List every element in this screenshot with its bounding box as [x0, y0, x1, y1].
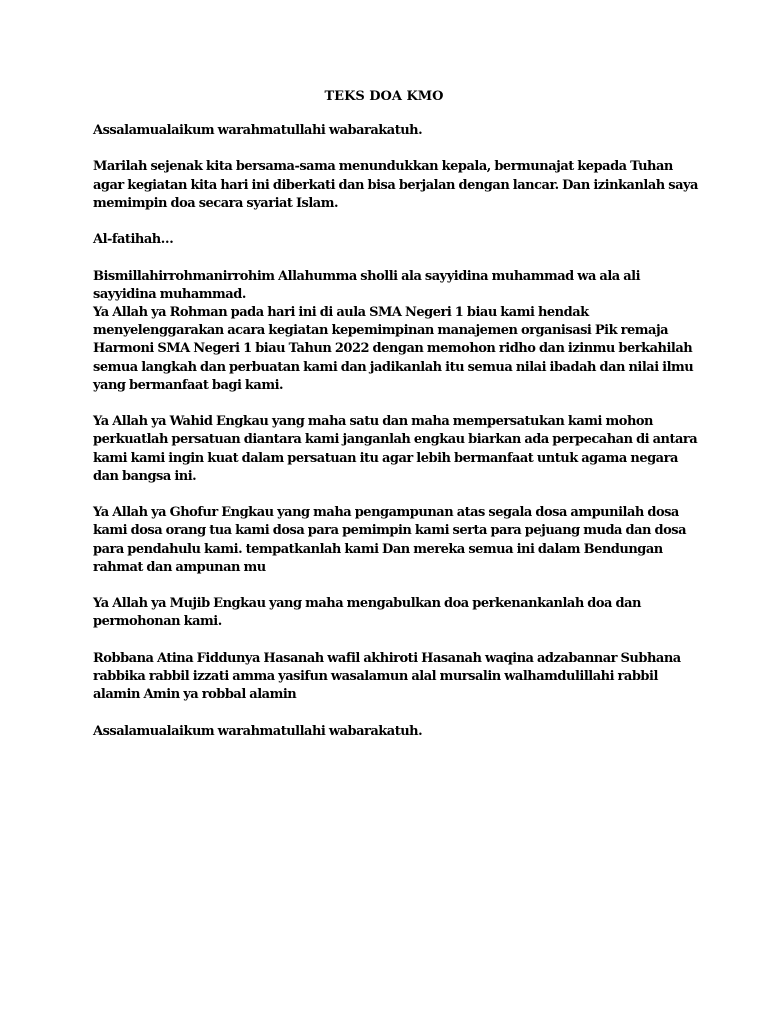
text-line: para pendahulu kami. tempatkanlah kami Dan mereka semua ini dalam Bendungan [93, 541, 663, 557]
text-line: permohonan kami. [93, 614, 222, 630]
text-line: dan bangsa ini. [93, 468, 197, 484]
text-line: Robbana Atina Fiddunya Hasanah wafil akhiroti Hasanah waqina adzabannar Subhana [93, 650, 681, 666]
paragraph-ghofur [93, 504, 693, 577]
text-line: Marilah sejenak kita bersama-sama menundukkan kepala, bermunajat kepada Tuhan [93, 159, 673, 175]
paragraph-rohman [93, 268, 693, 395]
text-line: Ya Allah ya Rohman pada hari ini di aula SMA Negeri 1 biau kami hendak [93, 304, 589, 320]
text-line: agar kegiatan kita hari ini diberkati dan bisa berjalan dengan lancar. Dan izinkanlah saya [93, 177, 698, 193]
paragraph-invitation [93, 158, 698, 213]
text-line: sayyidina muhammad. [93, 286, 246, 302]
document-title: TEKS DOA KMO [324, 89, 444, 104]
text-line: semua langkah dan perbuatan kami dan jadikanlah itu semua nilai ibadah dan nilai ilmu [93, 359, 694, 375]
paragraph-opening-greeting [93, 122, 693, 140]
text-line: kami kami ingin kuat dalam persatuan itu agar lebih bermanfaat untuk agama negara [93, 450, 678, 466]
text-line: Harmoni SMA Negeri 1 biau Tahun 2022 dengan memohon ridho dan izinmu berkahilah [93, 341, 693, 357]
text-line: rahmat dan ampunan mu [93, 559, 266, 575]
text-line: kami dosa orang tua kami dosa para pemimpin kami serta para pejuang muda dan dosa [93, 523, 687, 539]
text-line: alamin Amin ya robbal alamin [93, 687, 297, 703]
text-line: Ya Allah ya Wahid Engkau yang maha satu dan maha mempersatukan kami mohon [93, 414, 654, 430]
text-line: memimpin doa secara syariat Islam. [93, 195, 338, 211]
document-body [93, 122, 698, 759]
text-line: yang bermanfaat bagi kami. [93, 377, 284, 393]
text-line: Ya Allah ya Ghofur Engkau yang maha pengampunan atas segala dosa ampunilah dosa [93, 505, 679, 521]
paragraph-mujib [93, 595, 693, 631]
text-line: perkuatlah persatuan diantara kami janganlah engkau biarkan ada perpecahan di antara [93, 432, 698, 448]
paragraph-closing-greeting [93, 723, 693, 741]
text-line: rabbika rabbil izzati amma yasifun wasalamun alal mursalin walhamdulillahi rabbil [93, 668, 658, 684]
text-line: menyelenggarakan acara kegiatan kepemimpinan manajemen organisasi Pik remaja [93, 323, 669, 339]
text-line: Ya Allah ya Mujib Engkau yang maha mengabulkan doa perkenankanlah doa dan [93, 596, 641, 612]
paragraph-al-fatihah [93, 231, 693, 249]
paragraph-robbana [93, 650, 693, 705]
paragraph-wahid [93, 413, 698, 486]
text-line: Al-fatihah… [93, 232, 174, 248]
text-line: Assalamualaikum warahmatullahi wabarakatuh. [93, 123, 423, 138]
text-line: Bismillahirrohmanirrohim Allahumma sholli ala sayyidina muhammad wa ala ali [93, 268, 641, 284]
text-line: Assalamualaikum warahmatullahi wabarakatuh. [93, 723, 423, 739]
